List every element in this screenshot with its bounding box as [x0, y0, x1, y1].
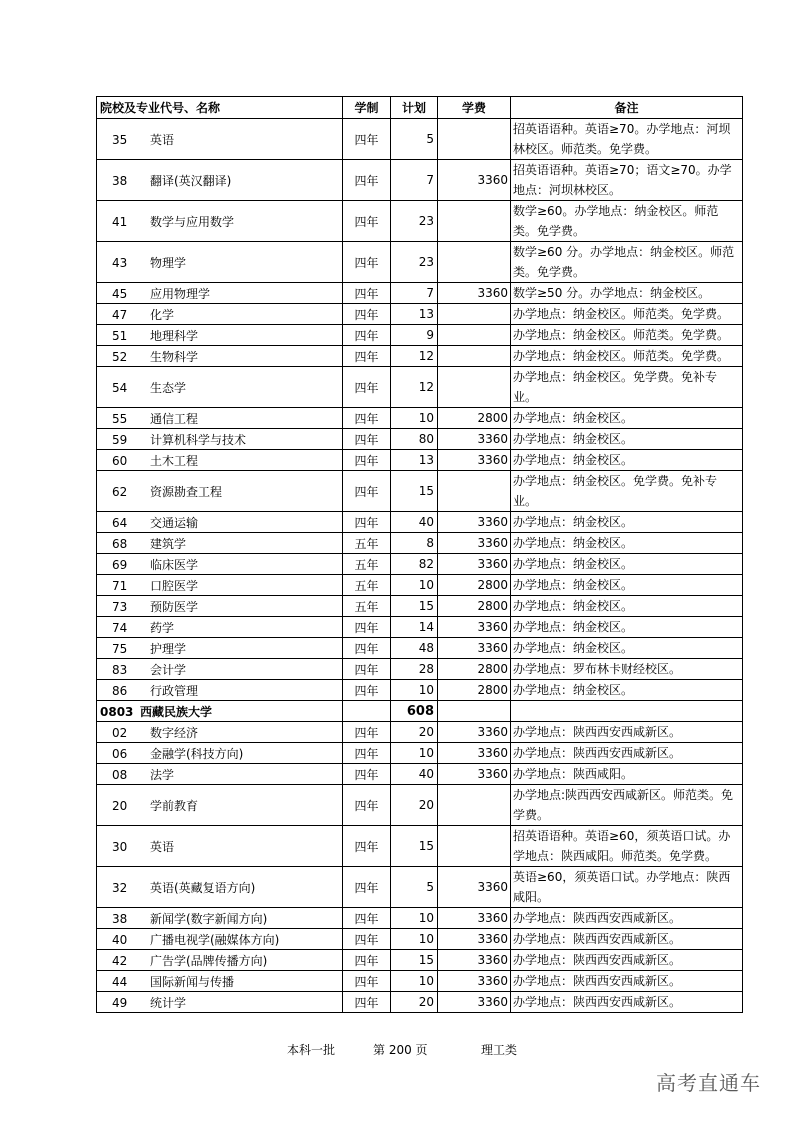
cell-plan: 15: [391, 826, 438, 867]
table-row: [97, 242, 743, 283]
major-name: 会计学: [150, 662, 187, 677]
cell-plan: 40: [391, 512, 438, 533]
cell-name: [97, 119, 343, 160]
major-name: 资源勘查工程: [150, 484, 223, 499]
cell-fee: [438, 346, 511, 367]
cell-duration: 四年: [343, 512, 391, 533]
major-name: 物理学: [150, 255, 187, 270]
cell-note: 办学地点：纳金校区。师范类。免学费。: [511, 304, 743, 325]
cell-duration: 四年: [343, 929, 391, 950]
major-code: 02: [112, 725, 128, 740]
cell-name: [97, 201, 343, 242]
admission-plan-table: [96, 96, 743, 1013]
cell-name: [97, 701, 343, 722]
cell-plan: 82: [391, 554, 438, 575]
cell-name: [97, 638, 343, 659]
cell-note: 办学地点：纳金校区。: [511, 596, 743, 617]
major-code: 45: [112, 286, 128, 301]
cell-name: [97, 346, 343, 367]
major-name: 药学: [150, 620, 175, 635]
table-row: [97, 596, 743, 617]
cell-note: 办学地点：纳金校区。: [511, 450, 743, 471]
major-code: 47: [112, 307, 128, 322]
cell-note: 办学地点：陕西西安西咸新区。: [511, 722, 743, 743]
cell-fee: 3360: [438, 554, 511, 575]
cell-duration: 四年: [343, 325, 391, 346]
cell-fee: 3360: [438, 450, 511, 471]
cell-name: [97, 680, 343, 701]
cell-fee: 3360: [438, 764, 511, 785]
table-row: [97, 450, 743, 471]
cell-plan: 13: [391, 304, 438, 325]
cell-plan: 20: [391, 785, 438, 826]
major-code: 68: [112, 536, 128, 551]
major-name: 口腔医学: [150, 578, 199, 593]
cell-name: [97, 367, 343, 408]
cell-duration: 四年: [343, 680, 391, 701]
cell-note: 招英语语种。英语≥60，须英语口试。办学地点：陕西咸阳。师范类。免学费。: [511, 826, 743, 867]
cell-plan: 15: [391, 950, 438, 971]
footer-page-number: 第 200 页: [373, 1043, 428, 1057]
cell-fee: 2800: [438, 680, 511, 701]
table-row: [97, 929, 743, 950]
table-row: [97, 680, 743, 701]
cell-plan: 12: [391, 367, 438, 408]
cell-name: [97, 554, 343, 575]
cell-fee: 3360: [438, 867, 511, 908]
major-code: 06: [112, 746, 128, 761]
table-header-row: [97, 97, 743, 119]
cell-duration: 四年: [343, 950, 391, 971]
major-code: 42: [112, 953, 128, 968]
cell-duration: 四年: [343, 743, 391, 764]
cell-plan: 14: [391, 617, 438, 638]
cell-fee: 3360: [438, 429, 511, 450]
table-row: [97, 971, 743, 992]
cell-plan: 5: [391, 119, 438, 160]
footer-category: 理工类: [481, 1043, 518, 1057]
major-name: 金融学(科技方向): [150, 746, 244, 761]
cell-name: [97, 950, 343, 971]
cell-fee: 3360: [438, 160, 511, 201]
school-row: [97, 701, 743, 722]
table-row: [97, 471, 743, 512]
header-fee: 学费: [438, 97, 511, 119]
major-name: 建筑学: [150, 536, 187, 551]
cell-fee: 3360: [438, 950, 511, 971]
cell-fee: 3360: [438, 722, 511, 743]
cell-name: [97, 743, 343, 764]
major-code: 41: [112, 214, 128, 229]
cell-note: 办学地点：纳金校区。师范类。免学费。: [511, 346, 743, 367]
major-code: 86: [112, 683, 128, 698]
cell-plan: 10: [391, 575, 438, 596]
cell-duration: 四年: [343, 429, 391, 450]
major-code: 73: [112, 599, 128, 614]
major-name: 护理学: [150, 641, 187, 656]
major-name: 英语(英藏复语方向): [150, 880, 256, 895]
table-row: [97, 304, 743, 325]
major-code: 71: [112, 578, 128, 593]
cell-duration: 四年: [343, 971, 391, 992]
major-code: 32: [112, 880, 128, 895]
major-name: 交通运输: [150, 515, 199, 530]
cell-fee: 2800: [438, 408, 511, 429]
cell-plan: 10: [391, 408, 438, 429]
major-name: 化学: [150, 307, 175, 322]
table-row: [97, 201, 743, 242]
major-code: 75: [112, 641, 128, 656]
major-name: 行政管理: [150, 683, 199, 698]
watermark-text: 高考直通车: [656, 1071, 761, 1095]
cell-note: 数学≥50 分。办学地点：纳金校区。: [511, 283, 743, 304]
table-row: [97, 575, 743, 596]
cell-fee: [438, 701, 511, 722]
cell-duration: 五年: [343, 554, 391, 575]
cell-fee: 3360: [438, 743, 511, 764]
cell-note: 英语≥60，须英语口试。办学地点：陕西咸阳。: [511, 867, 743, 908]
cell-name: [97, 617, 343, 638]
table-row: [97, 160, 743, 201]
major-code: 40: [112, 932, 128, 947]
cell-duration: 四年: [343, 242, 391, 283]
cell-fee: [438, 304, 511, 325]
cell-fee: [438, 119, 511, 160]
cell-name: [97, 450, 343, 471]
cell-note: 数学≥60 分。办学地点：纳金校区。师范类。免学费。: [511, 242, 743, 283]
table-row: [97, 950, 743, 971]
cell-duration: 四年: [343, 119, 391, 160]
cell-plan: 23: [391, 201, 438, 242]
cell-note: 办学地点：纳金校区。: [511, 408, 743, 429]
major-code: 08: [112, 767, 128, 782]
major-name: 英语: [150, 132, 175, 147]
cell-note: 办学地点：纳金校区。: [511, 617, 743, 638]
table-row: [97, 722, 743, 743]
table-row: [97, 764, 743, 785]
major-name: 广播电视学(融媒体方向): [150, 932, 280, 947]
cell-name: [97, 785, 343, 826]
cell-fee: 3360: [438, 617, 511, 638]
cell-plan: 15: [391, 471, 438, 512]
table-row: [97, 743, 743, 764]
major-name: 生态学: [150, 380, 187, 395]
cell-note: 办学地点：纳金校区。: [511, 575, 743, 596]
cell-plan: 10: [391, 929, 438, 950]
cell-note: 办学地点：陕西咸阳。: [511, 764, 743, 785]
cell-duration: 四年: [343, 367, 391, 408]
cell-plan: 7: [391, 283, 438, 304]
cell-name: [97, 304, 343, 325]
cell-plan: 10: [391, 908, 438, 929]
cell-fee: 2800: [438, 596, 511, 617]
cell-duration: 四年: [343, 764, 391, 785]
cell-plan: 10: [391, 743, 438, 764]
cell-name: [97, 512, 343, 533]
table-row: [97, 283, 743, 304]
cell-plan: 7: [391, 160, 438, 201]
cell-plan: 80: [391, 429, 438, 450]
cell-fee: 3360: [438, 992, 511, 1013]
cell-plan: 15: [391, 596, 438, 617]
cell-duration: 四年: [343, 283, 391, 304]
cell-duration: 四年: [343, 346, 391, 367]
cell-plan: 20: [391, 992, 438, 1013]
table-row: [97, 512, 743, 533]
cell-plan: 9: [391, 325, 438, 346]
cell-note: 办学地点：陕西西安西咸新区。: [511, 950, 743, 971]
cell-plan: 20: [391, 722, 438, 743]
cell-duration: 四年: [343, 471, 391, 512]
cell-name: [97, 325, 343, 346]
cell-fee: 3360: [438, 512, 511, 533]
cell-plan: 48: [391, 638, 438, 659]
major-code: 62: [112, 484, 128, 499]
cell-fee: [438, 826, 511, 867]
major-code: 44: [112, 974, 128, 989]
major-code: 43: [112, 255, 128, 270]
cell-duration: 四年: [343, 826, 391, 867]
cell-duration: 五年: [343, 575, 391, 596]
table-row: [97, 867, 743, 908]
major-code: 55: [112, 411, 128, 426]
cell-duration: 五年: [343, 533, 391, 554]
cell-note: 办学地点：纳金校区。: [511, 429, 743, 450]
major-code: 60: [112, 453, 128, 468]
cell-duration: 四年: [343, 638, 391, 659]
cell-note: 招英语语种。英语≥70。办学地点：河坝林校区。师范类。免学费。: [511, 119, 743, 160]
major-code: 38: [112, 173, 128, 188]
table-row: [97, 992, 743, 1013]
cell-fee: 3360: [438, 283, 511, 304]
table-row: [97, 554, 743, 575]
cell-note: [511, 701, 743, 722]
major-code: 69: [112, 557, 128, 572]
cell-note: 办学地点：纳金校区。免学费。免补专业。: [511, 367, 743, 408]
cell-duration: 四年: [343, 659, 391, 680]
cell-fee: 2800: [438, 659, 511, 680]
cell-name: [97, 929, 343, 950]
major-name: 应用物理学: [150, 286, 211, 301]
footer-batch: 本科一批: [287, 1043, 336, 1057]
cell-duration: 四年: [343, 617, 391, 638]
cell-note: 办学地点：纳金校区。: [511, 680, 743, 701]
cell-plan: 40: [391, 764, 438, 785]
major-name: 土木工程: [150, 453, 199, 468]
cell-note: 办学地点：陕西西安西咸新区。: [511, 743, 743, 764]
cell-name: [97, 429, 343, 450]
table-row: [97, 826, 743, 867]
header-note: 备注: [511, 97, 743, 119]
major-name: 临床医学: [150, 557, 199, 572]
major-name: 地理科学: [150, 328, 199, 343]
table-row: [97, 408, 743, 429]
major-code: 83: [112, 662, 128, 677]
major-code: 59: [112, 432, 128, 447]
cell-plan: 23: [391, 242, 438, 283]
table-row: [97, 119, 743, 160]
cell-name: [97, 160, 343, 201]
cell-note: 办学地点：陕西西安西咸新区。: [511, 992, 743, 1013]
table-row: [97, 325, 743, 346]
school-name: 西藏民族大学: [140, 704, 213, 719]
page-footer: [287, 1041, 517, 1058]
cell-fee: 3360: [438, 533, 511, 554]
major-name: 数字经济: [150, 725, 199, 740]
cell-note: 办学地点：陕西西安西咸新区。: [511, 971, 743, 992]
table-row: [97, 533, 743, 554]
cell-note: 办学地点：纳金校区。: [511, 638, 743, 659]
cell-name: [97, 575, 343, 596]
cell-plan: 28: [391, 659, 438, 680]
cell-note: 办学地点：纳金校区。: [511, 533, 743, 554]
major-name: 英语: [150, 839, 175, 854]
cell-plan: 10: [391, 680, 438, 701]
cell-note: 数学≥60。办学地点：纳金校区。师范类。免学费。: [511, 201, 743, 242]
cell-plan: 10: [391, 971, 438, 992]
cell-duration: 四年: [343, 722, 391, 743]
cell-fee: 3360: [438, 908, 511, 929]
major-name: 生物科学: [150, 349, 199, 364]
header-plan: 计划: [391, 97, 438, 119]
cell-duration: 四年: [343, 304, 391, 325]
cell-name: [97, 408, 343, 429]
cell-name: [97, 596, 343, 617]
cell-fee: 3360: [438, 971, 511, 992]
cell-name: [97, 533, 343, 554]
major-name: 学前教育: [150, 798, 199, 813]
cell-fee: [438, 325, 511, 346]
cell-duration: 四年: [343, 908, 391, 929]
cell-name: [97, 867, 343, 908]
major-code: 52: [112, 349, 128, 364]
table-row: [97, 346, 743, 367]
cell-fee: [438, 242, 511, 283]
cell-plan: 8: [391, 533, 438, 554]
major-name: 通信工程: [150, 411, 199, 426]
major-code: 51: [112, 328, 128, 343]
cell-duration: 四年: [343, 201, 391, 242]
cell-duration: 四年: [343, 408, 391, 429]
table-row: [97, 617, 743, 638]
major-name: 国际新闻与传播: [150, 974, 235, 989]
cell-note: 办学地点：陕西西安西咸新区。: [511, 908, 743, 929]
cell-duration: 四年: [343, 450, 391, 471]
header-duration: 学制: [343, 97, 391, 119]
cell-note: 办学地点：纳金校区。: [511, 512, 743, 533]
school-code: 0803: [100, 704, 134, 719]
cell-fee: [438, 201, 511, 242]
cell-plan: 5: [391, 867, 438, 908]
header-name: 院校及专业代号、名称: [97, 97, 343, 119]
cell-name: [97, 826, 343, 867]
cell-duration: [343, 701, 391, 722]
cell-fee: [438, 785, 511, 826]
cell-name: [97, 471, 343, 512]
cell-note: 办学地点：陕西西安西咸新区。: [511, 929, 743, 950]
cell-note: 办学地点：纳金校区。免学费。免补专业。: [511, 471, 743, 512]
cell-plan: 608: [391, 701, 438, 722]
cell-duration: 四年: [343, 992, 391, 1013]
cell-name: [97, 971, 343, 992]
table-row: [97, 785, 743, 826]
major-name: 数学与应用数学: [150, 214, 235, 229]
major-name: 新闻学(数字新闻方向): [150, 911, 268, 926]
cell-duration: 四年: [343, 160, 391, 201]
major-code: 38: [112, 911, 128, 926]
major-name: 统计学: [150, 995, 187, 1010]
major-code: 54: [112, 380, 128, 395]
major-code: 20: [112, 798, 128, 813]
major-name: 广告学(品牌传播方向): [150, 953, 268, 968]
cell-duration: 四年: [343, 785, 391, 826]
major-code: 35: [112, 132, 128, 147]
table-row: [97, 908, 743, 929]
cell-fee: 3360: [438, 929, 511, 950]
cell-name: [97, 908, 343, 929]
major-code: 30: [112, 839, 128, 854]
cell-fee: [438, 367, 511, 408]
table-row: [97, 429, 743, 450]
table-row: [97, 638, 743, 659]
cell-duration: 四年: [343, 867, 391, 908]
cell-note: 办学地点：罗布林卡财经校区。: [511, 659, 743, 680]
cell-name: [97, 764, 343, 785]
table-row: [97, 659, 743, 680]
cell-note: 办学地点：纳金校区。: [511, 554, 743, 575]
major-name: 预防医学: [150, 599, 199, 614]
table-row: [97, 367, 743, 408]
major-name: 计算机科学与技术: [150, 432, 247, 447]
major-code: 64: [112, 515, 128, 530]
cell-duration: 五年: [343, 596, 391, 617]
major-name: 翻译(英汉翻译): [150, 173, 232, 188]
cell-note: 办学地点：纳金校区。师范类。免学费。: [511, 325, 743, 346]
cell-fee: [438, 471, 511, 512]
cell-fee: 2800: [438, 575, 511, 596]
cell-name: [97, 722, 343, 743]
cell-fee: 3360: [438, 638, 511, 659]
major-code: 49: [112, 995, 128, 1010]
cell-name: [97, 283, 343, 304]
cell-note: 办学地点:陕西西安西咸新区。师范类。免学费。: [511, 785, 743, 826]
cell-name: [97, 242, 343, 283]
major-name: 法学: [150, 767, 175, 782]
cell-name: [97, 659, 343, 680]
cell-name: [97, 992, 343, 1013]
cell-plan: 13: [391, 450, 438, 471]
cell-plan: 12: [391, 346, 438, 367]
cell-note: 招英语语种。英语≥70；语文≥70。办学地点：河坝林校区。: [511, 160, 743, 201]
major-code: 74: [112, 620, 128, 635]
